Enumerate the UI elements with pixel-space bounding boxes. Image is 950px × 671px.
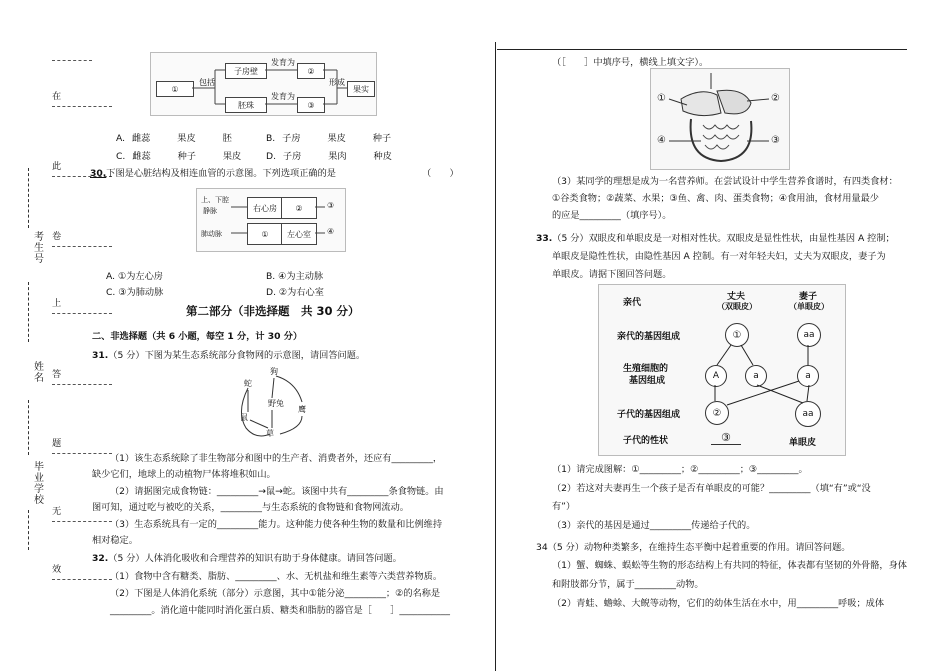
- gene-circle: aa: [797, 323, 821, 347]
- option-a: A. ①为左心房: [106, 271, 163, 282]
- food-web-arrows: [236, 362, 308, 440]
- binding-line: [52, 60, 92, 61]
- binding-line: [52, 384, 112, 385]
- diagram-box: 果实: [347, 81, 375, 97]
- option-d: D. ②为右心室: [266, 287, 324, 298]
- q33-sub: （2）若这对夫妻再生一个孩子是否有单眼皮的可能？_________（填“有”或“没: [552, 483, 871, 494]
- option-a: A. 雌蕊 果皮 胚: [116, 133, 232, 144]
- heart-chamber: 右心房: [247, 197, 283, 219]
- binding-word: 无: [52, 506, 62, 517]
- binding-dashes: [28, 168, 37, 228]
- q32-3-line: （3）某同学的理想是成为一名营养师。在尝试设计中学生营养食谱时，有四类食材：: [552, 176, 898, 187]
- q32-3-line: ①谷类食物；②蔬菜、水果；③鱼、禽、肉、蛋类食物；④食用油，食材用量最少: [552, 193, 879, 204]
- top-rule: [497, 49, 907, 50]
- q34-line: 和附肢都分节，属于_________动物。: [552, 579, 704, 590]
- binding-word: 效: [52, 564, 62, 575]
- binding-line: [52, 521, 112, 522]
- binding-dashes: [28, 282, 37, 342]
- q32-3-line: 的应是_________（填序号）。: [552, 210, 672, 221]
- binding-word: 在: [52, 91, 62, 102]
- heart-arrows: [197, 189, 345, 251]
- digestive-system-diagram: ① ② ④ ③: [650, 68, 790, 170]
- part-two-title: 第二部分（非选择题 共 30 分）: [186, 304, 360, 318]
- question-30: 30.下图是心脏结构及相连血管的示意图。下列选项正确的是: [90, 168, 336, 179]
- option-d: D. 子房 果肉 种皮: [266, 151, 392, 162]
- binding-dashes: [28, 400, 37, 455]
- binding-line: [52, 453, 112, 454]
- heart-chamber: 左心室: [281, 223, 317, 245]
- binding-word: 卷: [52, 231, 62, 242]
- question-33: 33.（5 分）双眼皮和单眼皮是一对相对性状。双眼皮是显性性状，由显性基因 A 控制；: [536, 233, 895, 244]
- option-c: C. ③为肺动脉: [106, 287, 164, 298]
- diagram-box: 胚珠: [225, 97, 267, 113]
- diagram-text: 发育为: [271, 58, 295, 67]
- q31-line: （1）该生态系统除了非生物部分和图中的生产者、消费者外，还应有_________，: [110, 453, 443, 464]
- gene-circle: a: [745, 365, 767, 387]
- option-b: B. 子房 果皮 种子: [266, 133, 392, 144]
- q31-line: （3）生态系统具有一定的_________能力。这种能力使各种生物的数量和比例维持: [110, 519, 443, 530]
- question-31: 31.（5 分）下图为某生态系统部分食物网的示意图，请回答问题。: [92, 350, 366, 361]
- binding-line: [52, 106, 112, 107]
- q33-line: 单眼皮是隐性性状，由隐性基因 A 控制。有一对年轻夫妇，丈夫为双眼皮，妻子为: [552, 251, 886, 262]
- diagram-box: ③: [297, 97, 325, 113]
- diagram-box: ①: [156, 81, 194, 97]
- digestive-organs: [651, 69, 789, 169]
- diagram-text: 包括: [199, 78, 215, 87]
- gene-circle: a: [797, 365, 819, 387]
- answer-paren: （ ）: [422, 168, 459, 179]
- diagram-text: 形成: [329, 78, 345, 87]
- genetics-arrows: [599, 285, 845, 455]
- binding-line: [52, 579, 112, 580]
- q34-line: （1）蟹、蜘蛛、蜈蚣等生物的形态结构上有共同的特征，体表都有坚韧的外骨骼，身体: [552, 560, 907, 571]
- q32-line: （2）下图是人体消化系统（部分）示意图，其中①能分泌_________；②的名称是: [110, 588, 441, 599]
- binding-word: 答: [52, 369, 62, 380]
- q34-line: （2）青蛙、蟾蜍、大鲵等动物，它们的幼体生活在水中，用_________呼吸；成体: [552, 598, 885, 609]
- gene-circle: aa: [795, 401, 821, 427]
- heart-diagram: 上、下腔 静脉 右心房 ② ① 左心室 ③ 肺动脉 ④: [196, 188, 346, 252]
- binding-word: 题: [52, 438, 62, 449]
- gene-circle: ②: [705, 401, 729, 425]
- section-title: 二、非选择题（共 6 小题，每空 1 分，计 30 分）: [92, 331, 303, 342]
- q31-line: 相对稳定。: [92, 535, 138, 546]
- diagram-box: ②: [297, 63, 325, 79]
- column-divider: [495, 42, 496, 671]
- q31-line: 缺少它们，地球上的动植物尸体将堆积如山。: [92, 469, 276, 480]
- gene-circle: ①: [725, 323, 749, 347]
- label-name: 姓名: [34, 362, 44, 384]
- option-b: B. ④为主动脉: [266, 271, 324, 282]
- q33-sub: 有”）: [552, 501, 576, 512]
- q33-sub: （3）亲代的基因是通过_________传递给子代的。: [552, 520, 756, 531]
- q32-line: （1）食物中含有糖类、脂肪、_________、水、无机盐和维生素等六类营养物质。: [110, 571, 443, 582]
- gene-circle: A: [705, 365, 727, 387]
- q33-line: 单眼皮。请据下图回答问题。: [552, 269, 672, 280]
- label-exam-number: 考生号: [34, 232, 44, 265]
- q31-line: 图可知，通过吃与被吃的关系，_________与生态系统的食物链和食物网流动。: [92, 502, 409, 513]
- binding-line: [52, 246, 112, 247]
- diagram-text: 发育为: [271, 92, 295, 101]
- food-web-diagram: 蛇 狗 野兔 鼠 草 鹰: [236, 362, 308, 440]
- q32-line: _________。消化道中能同时消化蛋白质、糖类和脂肪的器官是［ ］___________: [110, 605, 450, 616]
- question-34: 34（5 分）动物种类繁多，在维持生态平衡中起着重要的作用。请回答问题。: [536, 542, 851, 553]
- q33-sub: （1）请完成图解：①_________；②_________；③_________。: [552, 464, 808, 475]
- instruction-line: （［ ］中填序号，横线上填文字）。: [552, 57, 709, 68]
- diagram-arrows: [151, 53, 376, 115]
- genetics-diagram: 亲代 丈夫 （双眼皮） 妻子 （单眼皮） 亲代的基因组成 生殖细胞的 基因组成 子代的基因组成 子代的性状 ① aa A a a ② aa ③ 单眼皮: [598, 284, 846, 456]
- question-32: 32.（5 分）人体消化吸收和合理营养的知识有助于身体健康。请回答问题。: [92, 553, 402, 564]
- binding-dashes: [28, 510, 37, 550]
- diagram-box: 子房壁: [225, 63, 267, 79]
- binding-line: [52, 313, 112, 314]
- heart-chamber: ②: [281, 197, 317, 219]
- heart-chamber: ①: [247, 223, 283, 245]
- q31-line: （2）请据图完成食物链：_________→鼠→蛇。该图中共有_________条食物链。由: [110, 486, 444, 497]
- label-school: 毕业学校: [34, 462, 44, 506]
- option-c: C. 雌蕊 种子 果皮: [116, 151, 242, 162]
- binding-word: 上: [52, 298, 62, 309]
- flower-fruit-diagram: [150, 52, 377, 116]
- binding-word: 此: [52, 161, 62, 172]
